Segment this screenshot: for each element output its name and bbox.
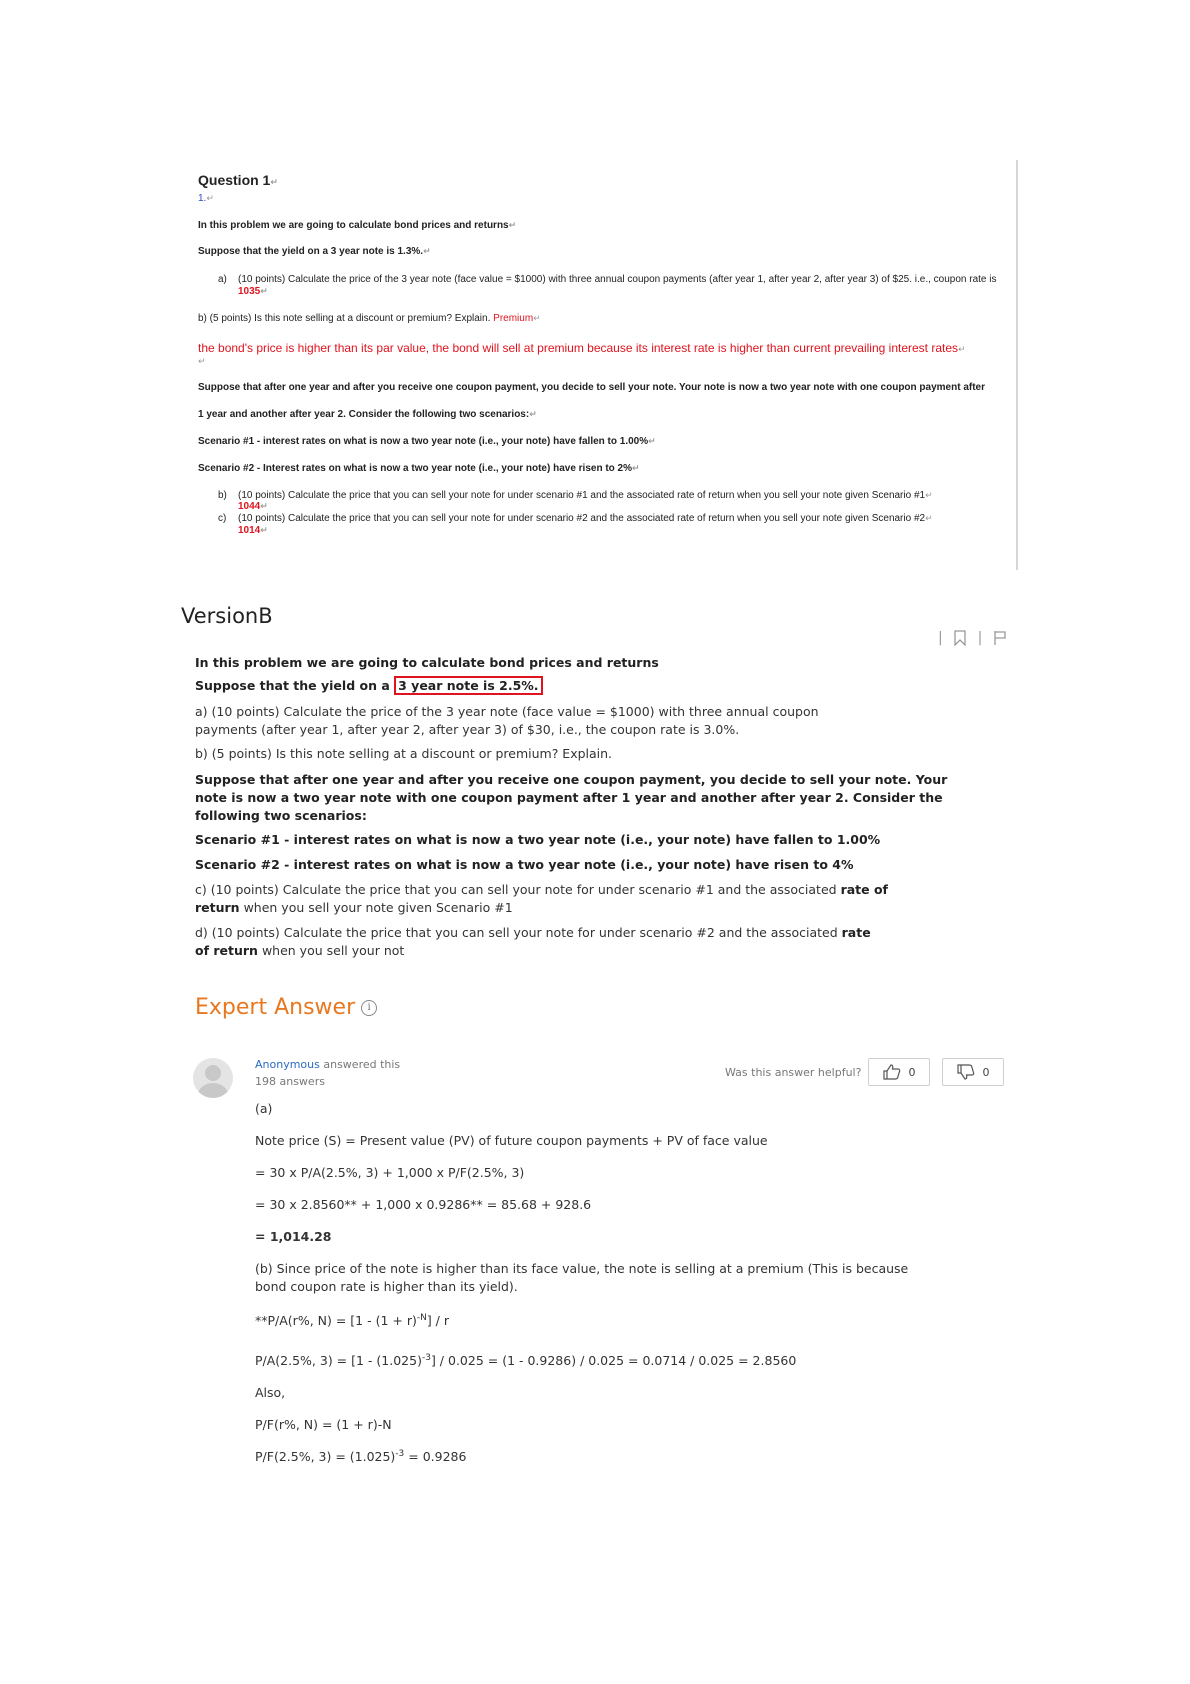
return-mark: ↵ — [529, 409, 537, 419]
doc-part-b2 — [238, 490, 933, 501]
vb-part-c-l2-text: when you sell your note given Scenario #1 — [239, 900, 513, 915]
vb-sell-l1-text: Suppose that after one year and after you receive one coupon payment, you decide to sell your note. Your — [195, 772, 948, 787]
vb-part-c-l1 — [195, 881, 888, 899]
vb-sell-l2 — [195, 789, 943, 807]
doc-part-c-label: c) — [218, 513, 227, 524]
avatar-body — [198, 1083, 228, 1098]
vb-part-d-l1 — [195, 924, 871, 942]
info-icon[interactable]: i — [361, 1000, 377, 1016]
vb-sell-l3-text: following two scenarios: — [195, 808, 367, 823]
doc-part-b-text: b) (5 points) Is this note selling at a discount or premium? Explain. — [198, 313, 494, 324]
vb-part-c-l2 — [195, 899, 513, 917]
formula-pa-value-a: P/A(2.5%, 3) = [1 - (1.025) — [255, 1353, 422, 1369]
thumbs-down-count: 0 — [982, 1065, 990, 1079]
doc-part-b — [198, 313, 541, 324]
answers-count: 198 answers — [255, 1075, 325, 1088]
doc-part-a-answer — [238, 286, 268, 297]
answer-b-line-1: (b) Since price of the note is higher than its face value, the note is selling at a premium (This is because — [255, 1261, 909, 1276]
expert-answer-title-text: Expert Answer — [195, 995, 356, 1020]
doc-explanation — [198, 341, 966, 355]
bookmark-icon[interactable] — [953, 630, 967, 646]
avatar-head — [205, 1065, 221, 1081]
doc-part-c-answer — [238, 525, 268, 536]
return-mark: ↵ — [925, 513, 933, 523]
return-mark: ↵ — [533, 313, 541, 323]
doc-explanation-text: the bond's price is higher than its par value, the bond will sell at premium because its interest rate is higher than current prevailing interest rates — [198, 341, 959, 355]
answered-text: answered this — [319, 1058, 401, 1071]
answer-result — [255, 1229, 332, 1244]
return-mark: ↵ — [508, 220, 517, 230]
vb-part-d-l2-bold: of return — [195, 943, 258, 958]
answer-also: Also, — [255, 1385, 286, 1400]
vb-intro-text: In this problem we are going to calculate bond prices and returns — [195, 655, 659, 670]
formula-pf-value-a: P/F(2.5%, 3) = (1.025) — [255, 1449, 396, 1465]
flag-icon[interactable] — [993, 630, 1007, 646]
vb-part-d-l2-text: when you sell your not — [257, 943, 405, 958]
divider: | — [938, 630, 943, 646]
vb-scenario-2 — [195, 856, 854, 874]
formula-pf-value — [255, 1449, 466, 1464]
doc-part-b2-label: b) — [218, 490, 227, 501]
return-mark: ↵ — [260, 286, 268, 296]
doc-part-b-answer: Premium — [493, 313, 534, 324]
vb-part-d-l1-text: d) (10 points) Calculate the price that you can sell your note for under scenario #2 and the associated — [195, 925, 842, 940]
thumbs-down-button[interactable] — [942, 1058, 1004, 1086]
answer-a-label: (a) — [255, 1101, 273, 1116]
doc-intro — [198, 220, 516, 231]
toolbar-icons — [938, 630, 1007, 646]
vb-yield-prefix: Suppose that the yield on a — [195, 678, 395, 693]
vb-intro — [195, 654, 659, 672]
return-mark: ↵ — [260, 501, 268, 511]
vb-scenario-2-text: Scenario #2 - interest rates on what is now a two year note (i.e., your note) have risen to 4% — [195, 857, 854, 872]
question-number — [198, 193, 214, 204]
return-mark: ↵ — [648, 436, 656, 446]
vb-sell-l2-text: note is now a two year note with one coupon payment after 1 year and another after year 2. Consider the — [195, 790, 943, 805]
helpful-question: Was this answer helpful? — [725, 1066, 862, 1079]
formula-pa-general-b: ] / r — [426, 1313, 450, 1329]
formula-pa-general-sup: -N — [416, 1313, 427, 1323]
formula-pa-general — [255, 1313, 449, 1328]
question-title — [198, 172, 278, 188]
vb-part-a-l1: a) (10 points) Calculate the price of the 3 year note (face value = $1000) with three annual coupon — [195, 704, 819, 719]
doc-intro-text: In this problem we are going to calculate bond prices and returns — [198, 220, 509, 231]
doc-part-a-answer-text: 1035 — [238, 286, 261, 297]
doc-scenario-1-text: Scenario #1 - interest rates on what is now a two year note (i.e., your note) have fallen to 1.00% — [198, 436, 649, 447]
vb-scenario-1-text: Scenario #1 - interest rates on what is now a two year note (i.e., your note) have fallen to 1.00% — [195, 832, 881, 847]
vb-scenario-1 — [195, 831, 880, 849]
doc-part-b2-text: (10 points) Calculate the price that you can sell your note for under scenario #1 and the associated rate of return when you sell your note given Scenario #1 — [238, 490, 926, 501]
doc-scenario-2-text: Scenario #2 - Interest rates on what is now a two year note (i.e., your note) have risen to 2% — [198, 463, 633, 474]
formula-pa-value-b: ] / 0.025 = (1 - 0.9286) / 0.025 = 0.0714 / 0.025 = 2.8560 — [430, 1353, 797, 1369]
expert-answer-title — [195, 995, 377, 1020]
return-mark: ↵ — [270, 177, 278, 187]
doc-part-b2-answer-text: 1044 — [238, 501, 261, 512]
doc-sell-line-2 — [198, 409, 537, 420]
doc-scenario-1 — [198, 436, 656, 447]
return-mark: ↵ — [206, 193, 214, 203]
return-mark: ↵ — [198, 356, 206, 366]
vb-part-a-l2: payments (after year 1, after year 2, after year 3) of $30, i.e., the coupon rate is 3.0%. — [195, 722, 740, 737]
vb-part-c-l1-text: c) (10 points) Calculate the price that you can sell your note for under scenario #1 and the associated — [195, 882, 841, 897]
return-mark: ↵ — [260, 525, 268, 535]
doc-part-a-text: (10 points) Calculate the price of the 3 year note (face value = $1000) with three annual coupon payments (after year 1, after year 2, after year 3) of $25. i.e., coupon rate is — [238, 274, 997, 285]
answer-b-line-2: bond coupon rate is higher than its yield). — [255, 1279, 518, 1294]
formula-pf-value-b: = 0.9286 — [404, 1449, 467, 1465]
vb-yield-highlight: 3 year note is 2.5%. — [394, 676, 542, 695]
doc-right-border — [1016, 160, 1018, 570]
doc-part-c — [238, 513, 933, 524]
answer-line-1: Note price (S) = Present value (PV) of future coupon payments + PV of face value — [255, 1133, 768, 1148]
thumbs-up-button[interactable] — [868, 1058, 930, 1086]
version-b-title: VersionB — [181, 604, 273, 628]
doc-part-c-text: (10 points) Calculate the price that you can sell your note for under scenario #2 and the associated rate of return when you sell your note given Scenario #2 — [238, 513, 926, 524]
doc-yield-line — [198, 246, 431, 257]
vb-part-d-l1-bold: rate — [841, 925, 871, 940]
doc-part-a-label: a) — [218, 274, 227, 285]
answer-line-3: = 30 x 2.8560** + 1,000 x 0.9286** = 85.68 + 928.6 — [255, 1197, 592, 1212]
answer-result-text: = 1,014.28 — [255, 1229, 332, 1244]
doc-part-b2-answer — [238, 501, 268, 512]
formula-pa-value-sup: -3 — [421, 1353, 431, 1363]
vb-part-c-l2-bold: return — [195, 900, 240, 915]
formula-pf-general: P/F(r%, N) = (1 + r)-N — [255, 1417, 392, 1432]
vb-sell-l1 — [195, 771, 947, 789]
return-mark: ↵ — [925, 490, 933, 500]
vb-sell-l3 — [195, 807, 367, 825]
divider: | — [977, 630, 983, 646]
formula-pf-value-sup: -3 — [395, 1449, 405, 1459]
question-title-text: Question 1 — [198, 172, 271, 188]
doc-scenario-2 — [198, 463, 640, 474]
doc-sell-line-1: Suppose that after one year and after you receive one coupon payment, you decide to sell your note. Your note is now a two year note with one coupon payment after — [198, 382, 985, 393]
doc-yield-text: Suppose that the yield on a 3 year note is 1.3%. — [198, 246, 424, 257]
vb-yield-line — [195, 677, 543, 695]
vb-part-c-l1-bold: rate of — [840, 882, 888, 897]
return-mark: ↵ — [958, 344, 966, 354]
doc-part-c-answer-text: 1014 — [238, 525, 261, 536]
thumbs-up-count: 0 — [908, 1065, 916, 1079]
formula-pa-general-a: **P/A(r%, N) = [1 - (1 + r) — [255, 1313, 417, 1329]
answer-line-2: = 30 x P/A(2.5%, 3) + 1,000 x P/F(2.5%, 3) — [255, 1165, 525, 1180]
doc-sell-line-2-text: 1 year and another after year 2. Consider the following two scenarios: — [198, 409, 530, 420]
return-mark: ↵ — [423, 246, 431, 256]
question-number-text: 1. — [198, 193, 207, 204]
thumbs-up-icon — [883, 1064, 901, 1080]
answer-author-line — [255, 1058, 400, 1071]
vb-part-b: b) (5 points) Is this note selling at a discount or premium? Explain. — [195, 746, 613, 761]
vb-part-d-l2 — [195, 942, 404, 960]
answer-author-link[interactable]: Anonymous — [255, 1058, 320, 1071]
avatar — [193, 1058, 233, 1098]
thumbs-down-icon — [957, 1064, 975, 1080]
return-mark: ↵ — [632, 463, 640, 473]
formula-pa-value — [255, 1353, 796, 1368]
